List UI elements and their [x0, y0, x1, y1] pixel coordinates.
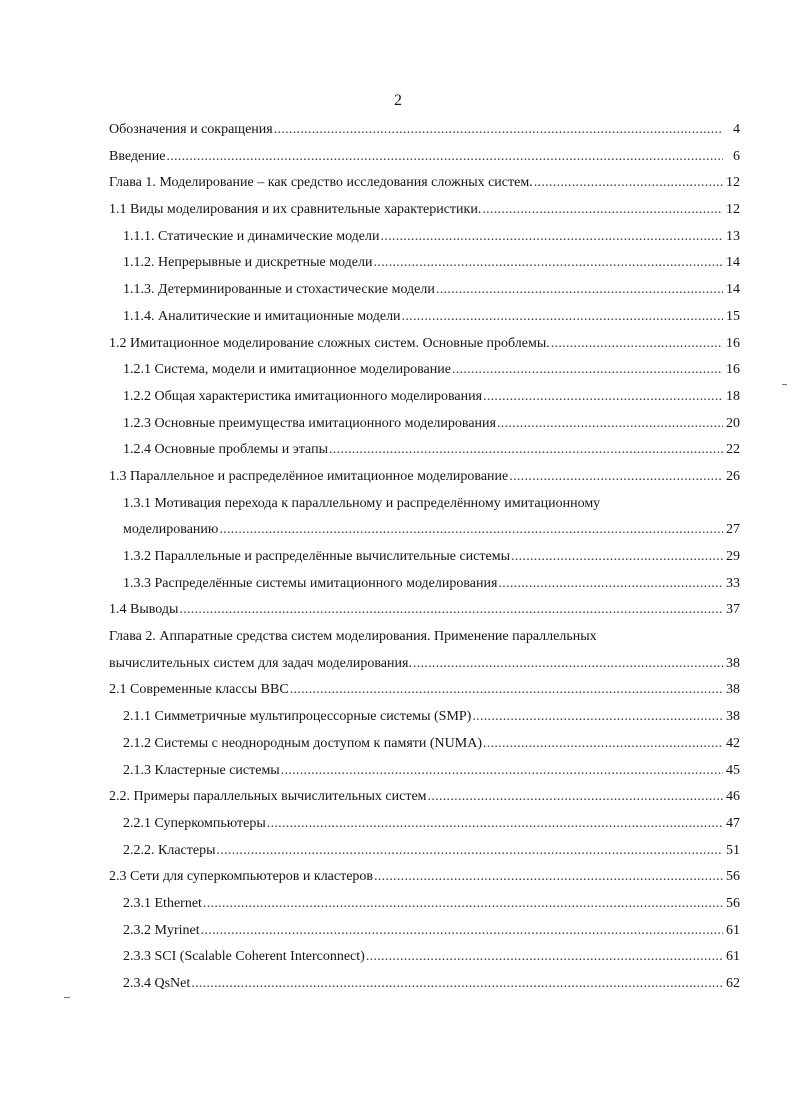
toc-entry-title: 2.3.1 Ethernet: [123, 895, 202, 911]
toc-entry-page: 62: [726, 976, 740, 991]
toc-entry[interactable]: [109, 464, 740, 491]
table-of-contents: [109, 117, 740, 998]
toc-entry-title: 2.3.2 Myrinet: [123, 922, 200, 938]
toc-entry[interactable]: [109, 704, 740, 731]
toc-entry-title: Обозначения и сокращения: [109, 122, 273, 137]
toc-entry[interactable]: [109, 411, 740, 438]
dot-leader: [452, 357, 723, 384]
dot-leader: [201, 918, 723, 945]
toc-entry-title-continuation: моделированию: [123, 522, 219, 538]
toc-entry-page: 61: [726, 922, 740, 938]
toc-entry-page: 16: [726, 335, 740, 351]
toc-entry[interactable]: [109, 758, 740, 785]
page-number: 2: [394, 92, 402, 109]
toc-entry[interactable]: [109, 677, 740, 704]
toc-entry-page: 47: [726, 815, 740, 831]
toc-entry-title: 2.1.1 Симметричные мультипроцессорные системы (SMP): [123, 709, 472, 725]
toc-entry[interactable]: [109, 384, 740, 411]
toc-entry-page: 61: [726, 949, 740, 965]
dot-leader: [413, 651, 723, 678]
toc-entry[interactable]: [109, 597, 740, 624]
toc-entry-title: 1.2.3 Основные преимущества имитационного моделирования: [123, 415, 496, 431]
toc-entry[interactable]: [109, 624, 740, 651]
toc-entry[interactable]: [109, 491, 740, 518]
toc-entry[interactable]: [109, 304, 740, 331]
toc-entry[interactable]: [109, 437, 740, 464]
toc-entry-page: 22: [726, 442, 740, 458]
dot-leader: [217, 838, 724, 865]
toc-entry-title: 1.4 Выводы: [109, 602, 179, 618]
dot-leader: [511, 544, 723, 571]
toc-entry[interactable]: [109, 277, 740, 304]
toc-entry[interactable]: [109, 331, 740, 358]
toc-entry-title: 1.1.3. Детерминированные и стохастические модели: [123, 282, 435, 298]
dot-leader: [274, 117, 723, 144]
toc-entry-page: 46: [726, 789, 740, 805]
toc-entry[interactable]: [109, 544, 740, 571]
toc-entry-page: 6: [733, 148, 740, 164]
toc-entry[interactable]: [109, 784, 740, 811]
toc-entry-title: 2.1.2 Системы с неоднородным доступом к памяти (NUMA): [123, 735, 482, 751]
scan-mark: [64, 997, 70, 998]
toc-entry[interactable]: [109, 731, 740, 758]
toc-entry-page: 29: [726, 549, 740, 564]
toc-entry-title: 2.3 Сети для суперкомпьютеров и кластеров: [109, 869, 374, 885]
toc-entry-page: 16: [726, 362, 740, 378]
toc-entry[interactable]: [109, 571, 740, 598]
toc-entry-title: Глава 2. Аппаратные средства систем моделирования. Применение параллельных: [109, 629, 597, 645]
dot-leader: [402, 304, 723, 331]
toc-entry-page: 33: [726, 575, 740, 591]
toc-entry-page: 56: [726, 869, 740, 885]
toc-entry[interactable]: [109, 971, 740, 998]
toc-entry-page: 45: [726, 762, 740, 778]
dot-leader: [281, 758, 723, 785]
toc-entry-title: 1.2.1 Система, модели и имитационное моделирование: [123, 362, 451, 378]
toc-entry-title: 1.1 Виды моделирования и их сравнительные характеристики.: [109, 202, 482, 218]
toc-entry-title: 2.2. Примеры параллельных вычислительных систем: [109, 789, 427, 805]
toc-entry-title-continuation: вычислительных систем для задач моделирования.: [109, 655, 412, 671]
toc-entry-page: 56: [726, 895, 740, 911]
scan-mark: [782, 384, 787, 385]
toc-entry-title: 1.2 Имитационное моделирование сложных систем. Основные проблемы.: [109, 335, 550, 351]
dot-leader: [509, 464, 723, 491]
toc-entry-title: 2.1.3 Кластерные системы: [123, 762, 280, 778]
toc-entry-title: 1.2.4 Основные проблемы и этапы: [123, 442, 328, 458]
toc-entry[interactable]: [109, 117, 740, 144]
dot-leader: [534, 170, 723, 197]
toc-entry-title: 1.3 Параллельное и распределённое имитационное моделирование: [109, 468, 509, 484]
toc-entry-page: 14: [726, 255, 740, 271]
toc-entry-page: 4: [733, 122, 740, 137]
dot-leader: [472, 704, 723, 731]
toc-entry-title: 1.3.1 Мотивация перехода к параллельному и распределённому имитационному: [123, 495, 601, 511]
toc-entry-page: 15: [726, 308, 740, 324]
toc-entry-title: 2.2.1 Суперкомпьютеры: [123, 815, 266, 831]
toc-entry-page: 18: [726, 388, 740, 404]
dot-leader: [483, 731, 723, 758]
dot-leader: [498, 571, 723, 598]
toc-entry[interactable]: [109, 144, 740, 171]
dot-leader: [191, 971, 723, 998]
toc-entry-title: 1.1.2. Непрерывные и дискретные модели: [123, 255, 373, 271]
toc-entry-title: 2.2.2. Кластеры: [123, 842, 216, 858]
toc-entry-page: 13: [726, 228, 740, 244]
toc-entry[interactable]: [109, 944, 740, 971]
toc-entry[interactable]: [109, 918, 740, 945]
toc-entry-page: 26: [726, 468, 740, 484]
toc-entry-page: 38: [726, 655, 740, 671]
toc-entry-page: 42: [726, 735, 740, 751]
toc-entry[interactable]: [109, 891, 740, 918]
toc-entry[interactable]: [109, 250, 740, 277]
dot-leader: [551, 331, 723, 358]
toc-entry-title: 2.1 Современные классы ВВС: [109, 682, 289, 698]
toc-entry-page: 38: [726, 682, 740, 698]
dot-leader: [366, 944, 723, 971]
dot-leader: [482, 197, 723, 224]
toc-entry-continuation[interactable]: [109, 517, 740, 544]
dot-leader: [179, 597, 723, 624]
toc-entry-title: 1.3.3 Распределённые системы имитационного моделирования: [123, 575, 498, 591]
toc-entry-page: 14: [726, 282, 740, 298]
toc-entry-title: Глава 1. Моделирование – как средство исследования сложных систем.: [109, 175, 533, 191]
toc-entry[interactable]: [109, 811, 740, 838]
toc-entry-title: 1.1.1. Статические и динамические модели: [123, 228, 380, 244]
dot-leader: [290, 677, 723, 704]
toc-entry-title: 1.2.2 Общая характеристика имитационного моделирования: [123, 388, 483, 404]
toc-entry-title: Введение: [109, 148, 166, 164]
toc-entry-continuation[interactable]: [109, 651, 740, 678]
toc-entry-page: 20: [726, 415, 740, 431]
toc-entry[interactable]: [109, 864, 740, 891]
toc-entry-title: 1.1.4. Аналитические и имитационные модели: [123, 308, 401, 324]
dot-leader: [219, 517, 723, 544]
dot-leader: [267, 811, 723, 838]
dot-leader: [436, 277, 723, 304]
toc-entry-page: 38: [726, 709, 740, 725]
toc-entry-page: 27: [726, 522, 740, 538]
toc-entry[interactable]: [109, 197, 740, 224]
dot-leader: [428, 784, 723, 811]
toc-entry-title: 2.3.4 QsNet: [123, 976, 191, 991]
dot-leader: [203, 891, 723, 918]
toc-entry-page: 12: [726, 175, 740, 191]
toc-entry-title: 1.3.2 Параллельные и распределённые вычислительные системы: [123, 549, 510, 564]
dot-leader: [483, 384, 723, 411]
dot-leader: [374, 864, 723, 891]
toc-entry-title: 2.3.3 SCI (Scalable Coherent Interconnect): [123, 949, 365, 965]
dot-leader: [381, 224, 724, 251]
dot-leader: [329, 437, 723, 464]
dot-leader: [166, 144, 723, 171]
dot-leader: [374, 250, 724, 277]
toc-entry[interactable]: [109, 224, 740, 251]
toc-entry[interactable]: [109, 170, 740, 197]
dot-leader: [497, 411, 723, 438]
toc-entry-page: 12: [726, 202, 740, 218]
toc-entry-page: 51: [726, 842, 740, 858]
toc-entry[interactable]: [109, 357, 740, 384]
toc-entry-page: 37: [726, 602, 740, 618]
toc-entry[interactable]: [109, 838, 740, 865]
